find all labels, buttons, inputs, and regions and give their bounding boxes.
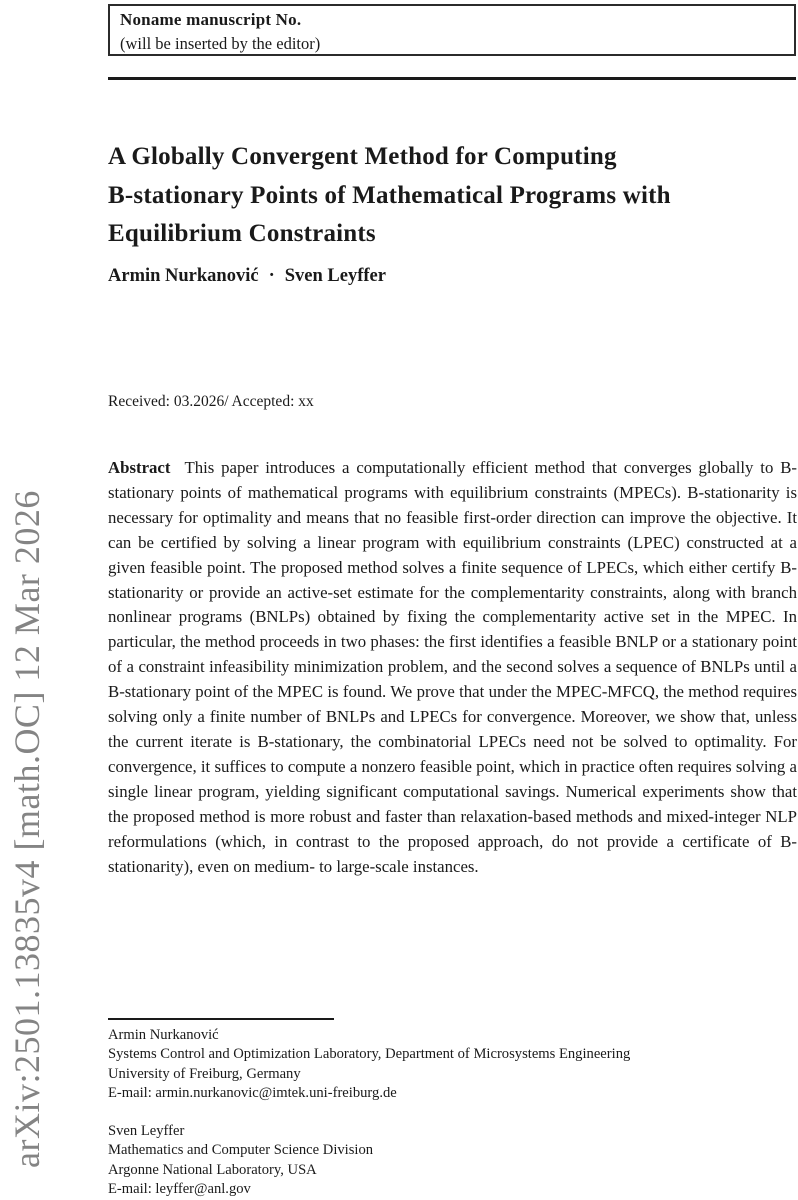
footnote-2-name: Sven Leyffer xyxy=(108,1123,185,1139)
footnote-1-institution: University of Freiburg, Germany xyxy=(108,1065,301,1082)
abstract-text: This paper introduces a computationally efficient method that converges globally to B-stationary points of mathematical programs with equilibrium constraints (MPECs). B-stationarity is necessary for optimality and means that no feasible first-order direction can improve the objective. It can be certified by solving a linear program with equilibrium constraints (LPEC) constructed at a given feasible point. The proposed method solves a finite sequence of LPECs, which either certify B-stationarity or provide an active-set estimate for the complementarity constraints, along with branch nonlinear programs (BNLPs) obtained by fixing the complementarity active set in the MPEC. In particular, the method proceeds in two phases: the first identifies a feasible BNLP or a stationary point of a constraint infeasibility minimization problem, and the second solves a sequence of BNLPs until a B-stationary point of the MPEC is found. We prove that under the MPEC-MFCQ, the method requires solving only a finite number of BNLPs and LPECs for convergence. Moreover, we show that, unless the current iterate is B-stationary, the combinatorial LPECs need not be solved to optimality. For convergence, it suffices to compute a nonzero feasible point, which in practice often requires solving a single linear program, yielding significant computational savings. Numerical experiments show that the proposed method is more robust and faster than relaxation-based methods and mixed-integer NLP reformulations (which, in contrast to the proposed approach, do not provide a certificate of B-stationarity), even on medium- to large-scale instances. xyxy=(108,458,797,876)
received-accepted-line: Received: 03.2026/ Accepted: xx xyxy=(108,393,314,410)
author-name-2: Sven Leyffer xyxy=(284,266,386,286)
manuscript-header-box xyxy=(108,4,796,56)
footnote-2-affiliation: Mathematics and Computer Science Division xyxy=(108,1142,374,1159)
abstract-paragraph xyxy=(108,456,797,879)
paper-title-line-3: Equilibrium Constraints xyxy=(108,220,376,247)
footnote-author-1 xyxy=(108,1026,798,1104)
abstract-label: Abstract xyxy=(108,458,171,477)
arxiv-sidebar-stamp: arXiv:2501.13835v4 [math.OC] 12 Mar 2026 xyxy=(7,490,47,1168)
paper-title xyxy=(108,138,798,254)
footnote-author-2 xyxy=(108,1122,798,1200)
editor-note-line: (will be inserted by the editor) xyxy=(120,34,321,53)
author-separator-dot: · xyxy=(268,266,275,286)
footnote-1-affiliation: Systems Control and Optimization Laboratory, Department of Microsystems Engineering xyxy=(108,1046,631,1063)
footnote-1-email: E-mail: armin.nurkanovic@imtek.uni-freiburg.de xyxy=(108,1085,397,1102)
footnote-2-institution: Argonne National Laboratory, USA xyxy=(108,1161,317,1178)
header-rule xyxy=(108,77,796,80)
author-line xyxy=(108,266,798,287)
footnote-rule xyxy=(108,1018,334,1020)
manuscript-no-line: Noname manuscript No. xyxy=(120,10,302,29)
paper-title-line-1: A Globally Convergent Method for Computing xyxy=(108,143,617,170)
author-name-1: Armin Nurkanović xyxy=(108,266,259,286)
paper-title-line-2: B-stationary Points of Mathematical Programs with xyxy=(108,181,671,209)
footnote-1-name: Armin Nurkanović xyxy=(108,1027,219,1043)
footnote-2-email: E-mail: leyffer@anl.gov xyxy=(108,1181,251,1198)
